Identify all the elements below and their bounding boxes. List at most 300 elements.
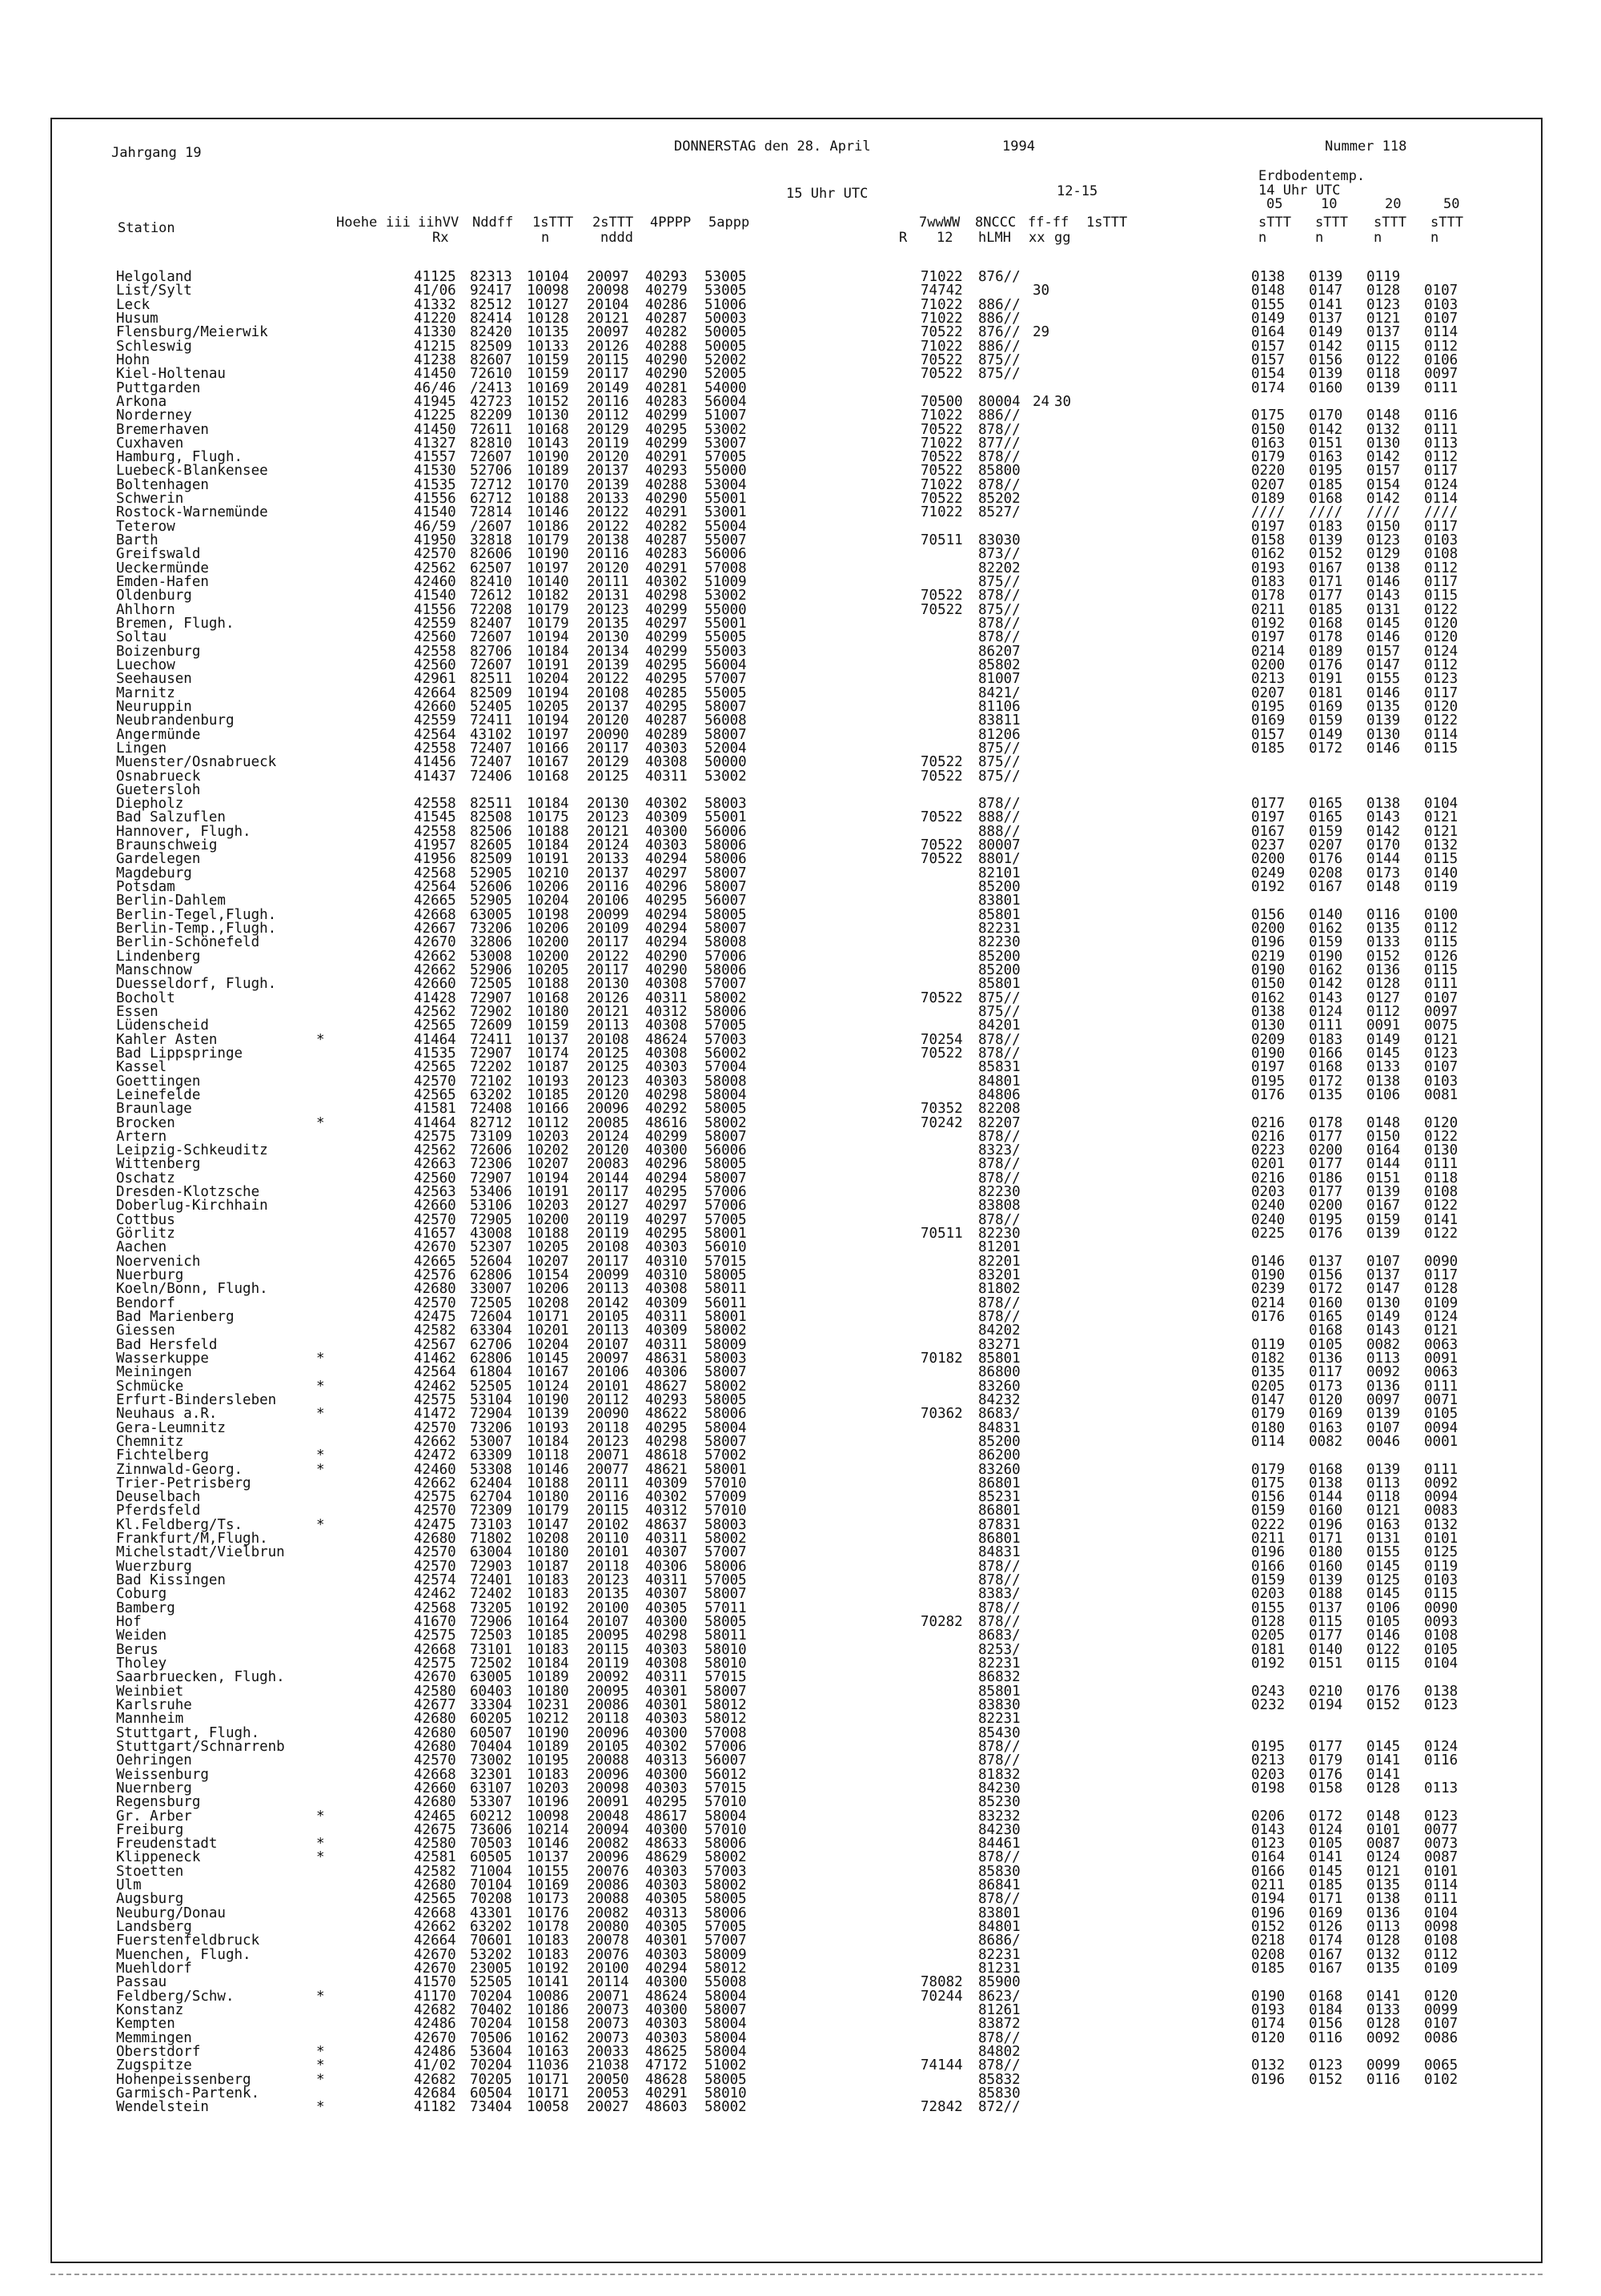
cell-nddff: 72904 [470,1406,512,1423]
cell-sttt-1: 10200 [527,934,569,951]
cell-sttt-1: 10197 [527,560,569,576]
cell-nddff: 72306 [470,1156,512,1173]
cell-pppp-4: 40309 [645,1323,688,1339]
cell-nddff: 82606 [470,546,512,563]
cell-nddff: 82410 [470,574,512,591]
cell-station-name: Angermünde [116,726,201,743]
col-sttt-05: sTTT [1258,215,1291,231]
cell-soil-50: 0111 [1424,976,1459,993]
cell-sttt-2: 20090 [587,726,629,743]
cell-soil-05: 0200 [1251,921,1286,937]
cell-soil-05: 0192 [1251,879,1286,896]
cell-nddff: 43301 [470,1905,512,1921]
cell-iihvv: 42560 [414,1170,456,1186]
cell-soil-05: 0196 [1251,1544,1286,1561]
cell-pppp-4: 40290 [645,351,688,368]
cell-sttt-1: 10203 [527,1780,569,1796]
cell-soil-10: 0159 [1309,934,1343,951]
cell-nddff: 63005 [470,1669,512,1686]
cell-soil-05: 0178 [1251,588,1286,604]
cell-nddff: 70404 [470,1738,512,1755]
cell-soil-20: 0133 [1366,1059,1401,1076]
cell-sttt-2: 20138 [587,532,629,549]
cell-appp-5: 58005 [704,906,747,923]
cell-iihvv: 42670 [414,934,456,951]
cell-sttt-1: 10168 [527,989,569,1006]
cell-pppp-4: 40282 [645,518,688,535]
cell-appp-5: 50003 [704,310,747,327]
cell-station-name: Ulm [116,1877,142,1894]
cell-pppp-4: 48633 [645,1836,688,1852]
cell-iihvv: 41657 [414,1226,456,1242]
cell-soil-20: 0157 [1366,463,1401,480]
cell-station-name: Tholey [116,1656,167,1672]
cell-soil-50: 0090 [1424,1253,1459,1270]
cell-soil-05: 0179 [1251,1406,1286,1423]
cell-soil-10: 0177 [1309,588,1343,604]
cell-station-name: Seehausen [116,671,192,688]
cell-wwww-7: 70352 [921,1101,963,1118]
cell-iihvv: 46/46 [414,379,456,396]
cell-soil-05: 0197 [1251,1059,1286,1076]
year-label: 1994 [1002,138,1035,155]
cell-station-name: Braunlage [116,1101,192,1118]
cell-nddff: 73206 [470,1419,512,1436]
cell-iihvv: 41330 [414,324,456,341]
cell-soil-50: 0132 [1424,1516,1459,1533]
cell-sttt-2: 20115 [587,351,629,368]
cell-station-name: Berlin-Temp.,Flugh. [116,921,277,937]
cell-soil-20: 0128 [1366,976,1401,993]
cell-soil-05: 0192 [1251,1656,1286,1672]
cell-nddff: 72906 [470,1614,512,1631]
cell-soil-10: 0167 [1309,1961,1343,1977]
cell-nccc-8: 878// [978,1891,1021,1908]
cell-mountain-marker: * [316,1114,325,1131]
cell-nccc-8: 886// [978,296,1021,313]
cell-soil-50: 0108 [1424,1184,1459,1201]
cell-pppp-4: 40298 [645,1433,688,1450]
cell-sttt-2: 20139 [587,476,629,493]
cell-soil-10: 0169 [1309,1406,1343,1423]
cell-soil-20: 0135 [1366,698,1401,715]
cell-appp-5: 57007 [704,1544,747,1561]
cell-pppp-4: 40308 [645,1018,688,1034]
cell-soil-10: 0165 [1309,1309,1343,1325]
cell-appp-5: 51002 [704,2057,747,2074]
cell-nccc-8: 873// [978,546,1021,563]
cell-sttt-2: 20130 [587,796,629,813]
cell-mountain-marker: * [316,1836,325,1852]
cell-station-name: Aachen [116,1239,167,1256]
cell-wwww-7: 70522 [921,366,963,383]
cell-soil-50: 0104 [1424,796,1459,813]
cell-station-name: Regensburg [116,1794,201,1811]
cell-sttt-2: 20135 [587,616,629,632]
cell-station-name: Leipzig-Schkeuditz [116,1142,268,1159]
cell-nccc-8: 86800 [978,1364,1021,1381]
cell-nddff: 63304 [470,1323,512,1339]
cell-soil-10: 0163 [1309,449,1343,466]
cell-nddff: 72408 [470,1101,512,1118]
cell-station-name: Koeln/Bonn, Flugh. [116,1281,268,1298]
cell-sttt-1: 10188 [527,491,569,508]
cell-pppp-4: 40300 [645,1142,688,1159]
cell-pppp-4: 40307 [645,1544,688,1561]
cell-nccc-8: 86200 [978,1447,1021,1464]
cell-nccc-8: 81206 [978,726,1021,743]
cell-nccc-8: 878// [978,1309,1021,1325]
cell-station-name: Gr. Arber [116,1808,192,1824]
cell-sttt-1: 10207 [527,1156,569,1173]
cell-soil-50: 0107 [1424,989,1459,1006]
cell-sttt-1: 10104 [527,269,569,285]
cell-appp-5: 58002 [704,1323,747,1339]
cell-soil-50: 0114 [1424,324,1459,341]
cell-sttt-2: 20117 [587,1184,629,1201]
cell-soil-20: 0146 [1366,740,1401,757]
cell-soil-20: 0143 [1366,1323,1401,1339]
cell-iihvv: 42682 [414,2071,456,2088]
cell-soil-50: 0113 [1424,435,1459,452]
cell-iihvv: 42568 [414,865,456,881]
cell-soil-20: 0146 [1366,1628,1401,1644]
cell-soil-10: 0159 [1309,823,1343,840]
cell-station-name: Teterow [116,518,175,535]
cell-iihvv: 41125 [414,269,456,285]
cell-soil-20: 0147 [1366,656,1401,673]
cell-soil-10: 0172 [1309,1808,1343,1824]
cell-sttt-1: 10198 [527,906,569,923]
cell-appp-5: 58005 [704,1614,747,1631]
cell-iihvv: 41945 [414,393,456,410]
cell-sttt-2: 20097 [587,269,629,285]
cell-iihvv: 42574 [414,1572,456,1589]
cell-soil-50: 0087 [1424,1849,1459,1866]
cell-sttt-1: 10200 [527,948,569,965]
col-1sttt: 1sTTT [532,215,574,231]
cell-soil-50: 0077 [1424,1821,1459,1838]
cell-pppp-4: 48631 [645,1350,688,1367]
cell-soil-10: 0147 [1309,283,1343,299]
cell-nddff: 82706 [470,643,512,660]
cell-station-name: Karlsruhe [116,1696,192,1713]
cell-appp-5: 58005 [704,1267,747,1284]
cell-sttt-2: 20073 [587,2016,629,2033]
cell-sttt-1: 10159 [527,366,569,383]
cell-nddff: 52505 [470,1378,512,1395]
cell-nddff: 73002 [470,1752,512,1769]
cell-soil-10: 0207 [1309,837,1343,854]
col-nddd: nddd [600,230,633,246]
cell-pppp-4: 40309 [645,1475,688,1491]
cell-soil-05: 0206 [1251,1808,1286,1824]
cell-pppp-4: 40298 [645,588,688,604]
cell-iihvv: 42558 [414,643,456,660]
cell-soil-20: 0128 [1366,283,1401,299]
cell-station-name: Bocholt [116,989,175,1006]
cell-sttt-2: 20110 [587,1531,629,1547]
cell-soil-05: 0149 [1251,310,1286,327]
col-station: Station [118,220,175,236]
cell-soil-05: 0132 [1251,2057,1286,2074]
cell-nddff: 72607 [470,629,512,646]
cell-sttt-2: 20122 [587,671,629,688]
cell-soil-50: 0114 [1424,726,1459,743]
cell-pppp-4: 40297 [645,1211,688,1228]
cell-soil-05: 0150 [1251,421,1286,438]
cell-iihvv: 42462 [414,1586,456,1603]
cell-soil-50: 0123 [1424,671,1459,688]
cell-soil-10: 0210 [1309,1683,1343,1700]
cell-station-name: Manschnow [116,962,192,978]
cell-iihvv: 41581 [414,1101,456,1118]
cell-sttt-2: 20048 [587,1808,629,1824]
cell-station-name: Nuernberg [116,1780,192,1796]
cell-nccc-8: 82231 [978,921,1021,937]
cell-appp-5: 53002 [704,588,747,604]
cell-station-name: Klippeneck [116,1849,201,1866]
cell-soil-10: //// [1309,504,1343,521]
cell-iihvv: 42664 [414,1933,456,1949]
cell-sttt-2: 20118 [587,1558,629,1575]
cell-appp-5: 58002 [704,2099,747,2116]
cell-soil-20: 0145 [1366,616,1401,632]
cell-pppp-4: 40295 [645,698,688,715]
cell-station-name: Fuerstenfeldbruck [116,1933,260,1949]
cell-soil-05: 0166 [1251,1558,1286,1575]
cell-wwww-7: 71022 [921,435,963,452]
cell-sttt-1: 10158 [527,2016,569,2033]
cell-nccc-8: 876// [978,269,1021,285]
cell-soil-20: 0155 [1366,1544,1401,1561]
cell-appp-5: 57005 [704,449,747,466]
cell-sttt-1: 10180 [527,1544,569,1561]
cell-soil-05: 0197 [1251,809,1286,826]
cell-pppp-4: 40291 [645,560,688,576]
cell-soil-50: 0124 [1424,476,1459,493]
cell-pppp-4: 40292 [645,1101,688,1118]
cell-soil-50: 0112 [1424,656,1459,673]
col-hlmh: hLMH [978,230,1011,246]
cell-sttt-1: 10146 [527,1461,569,1478]
cell-nddff: 71004 [470,1863,512,1880]
cell-soil-50: 0122 [1424,1198,1459,1214]
cell-nddff: 72902 [470,1003,512,1020]
cell-nccc-8: 85230 [978,1794,1021,1811]
cell-soil-10: 0185 [1309,476,1343,493]
cell-sttt-1: 10175 [527,809,569,826]
cell-station-name: Lindenberg [116,948,201,965]
cell-nddff: 63004 [470,1544,512,1561]
cell-soil-10: 0139 [1309,532,1343,549]
cell-station-name: Ahlhorn [116,601,175,618]
cell-pppp-4: 40305 [645,1891,688,1908]
cell-sttt-1: 10179 [527,1503,569,1519]
cell-sttt-2: 20119 [587,1656,629,1672]
cell-pppp-4: 40293 [645,463,688,480]
cell-station-name: Trier-Petrisberg [116,1475,251,1491]
cell-soil-10: 0200 [1309,1198,1343,1214]
cell-sttt-1: 10139 [527,1406,569,1423]
cell-soil-05: 0152 [1251,1919,1286,1936]
cell-appp-5: 58002 [704,1114,747,1131]
cell-pppp-4: 48616 [645,1114,688,1131]
cell-appp-5: 55005 [704,684,747,701]
cell-pppp-4: 40309 [645,809,688,826]
cell-nccc-8: 878// [978,629,1021,646]
cell-sttt-2: 20096 [587,1724,629,1741]
cell-soil-20: 0142 [1366,491,1401,508]
cell-soil-50: 0130 [1424,1142,1459,1159]
cell-soil-05: 0114 [1251,1433,1286,1450]
cell-soil-10: 0168 [1309,616,1343,632]
cell-nccc-8: 84230 [978,1821,1021,1838]
cell-soil-50: 0119 [1424,1558,1459,1575]
cell-soil-20: 0115 [1366,338,1401,355]
cell-nddff: 72609 [470,1018,512,1034]
cell-pppp-4: 40302 [645,574,688,591]
cell-appp-5: 58007 [704,879,747,896]
cell-pppp-4: 40294 [645,851,688,868]
cell-nddff: 53202 [470,1946,512,1963]
cell-sttt-2: 20115 [587,1641,629,1658]
cell-sttt-1: 10183 [527,1766,569,1783]
cell-appp-5: 50005 [704,338,747,355]
cell-nccc-8: 878// [978,1045,1021,1062]
cell-iihvv: 41950 [414,532,456,549]
cell-nccc-8: 82101 [978,865,1021,881]
cell-soil-50: 0071 [1424,1391,1459,1408]
cell-iihvv: 41957 [414,837,456,854]
cell-sttt-1: 10190 [527,449,569,466]
cell-soil-20: 0130 [1366,435,1401,452]
cell-soil-10: 0194 [1309,1696,1343,1713]
cell-sttt-1: 10194 [527,712,569,729]
cell-soil-20: 0152 [1366,1696,1401,1713]
cell-station-name: Neuhaus a.R. [116,1406,218,1423]
cell-sttt-1: 10191 [527,1184,569,1201]
cell-soil-05: 0164 [1251,324,1286,341]
cell-sttt-1: 10210 [527,865,569,881]
cell-soil-20: 0170 [1366,837,1401,854]
cell-sttt-2: 20100 [587,1961,629,1977]
cell-sttt-2: 20083 [587,1156,629,1173]
cell-sttt-2: 20116 [587,1489,629,1506]
cell-station-name: Bendorf [116,1295,175,1311]
cell-soil-20: 0130 [1366,1295,1401,1311]
cell-sttt-1: 10183 [527,1572,569,1589]
cell-appp-5: 58007 [704,1128,747,1145]
cell-appp-5: 58010 [704,1641,747,1658]
cell-pppp-4: 40312 [645,1003,688,1020]
cell-nddff: /2413 [470,379,512,396]
col-n-10: n [1315,230,1324,246]
cell-sttt-2: 20113 [587,1281,629,1298]
cell-mountain-marker: * [316,2071,325,2088]
cell-soil-05: 0203 [1251,1766,1286,1783]
cell-sttt-2: 20111 [587,574,629,591]
cell-soil-50: 0108 [1424,1933,1459,1949]
cell-nccc-8: 875// [978,989,1021,1006]
cell-station-name: Michelstadt/Vielbrun [116,1544,285,1561]
cell-nddff: 72606 [470,1142,512,1159]
cell-nddff: 70204 [470,2016,512,2033]
cell-station-name: Wendelstein [116,2099,209,2116]
cell-nccc-8: 84201 [978,1018,1021,1034]
cell-soil-20: //// [1366,504,1401,521]
cell-soil-10: 0177 [1309,1184,1343,1201]
cell-sttt-1: 10205 [527,1239,569,1256]
cell-nccc-8: 83830 [978,1696,1021,1713]
cell-soil-20: 0112 [1366,1003,1401,1020]
cell-nddff: 32301 [470,1766,512,1783]
col-sttt-50: sTTT [1430,215,1463,231]
cell-nddff: 52706 [470,463,512,480]
cell-soil-10: 0180 [1309,1544,1343,1561]
cell-pppp-4: 40303 [645,2029,688,2046]
cell-soil-20: 0139 [1366,1184,1401,1201]
cell-pppp-4: 40296 [645,879,688,896]
cell-soil-20: 0136 [1366,962,1401,978]
cell-pppp-4: 40309 [645,1295,688,1311]
cell-station-name: Arkona [116,393,167,410]
cell-soil-20: 0150 [1366,1128,1401,1145]
cell-appp-5: 57005 [704,1211,747,1228]
cell-soil-05: //// [1251,504,1286,521]
cell-soil-05: 0138 [1251,1003,1286,1020]
cell-soil-20: 0157 [1366,643,1401,660]
cell-appp-5: 58007 [704,1364,747,1381]
cell-appp-5: 53002 [704,421,747,438]
cell-soil-05: 0167 [1251,823,1286,840]
cell-wwww-7: 71022 [921,504,963,521]
cell-sttt-1: 10206 [527,1281,569,1298]
cell-wwww-7: 71022 [921,310,963,327]
cell-soil-05: 0197 [1251,629,1286,646]
cell-sttt-1: 10184 [527,796,569,813]
cell-soil-10: 0151 [1309,435,1343,452]
cell-nddff: 53406 [470,1184,512,1201]
cell-iihvv: 42558 [414,823,456,840]
cell-soil-10: 0179 [1309,1752,1343,1769]
cell-nccc-8: 85801 [978,1683,1021,1700]
cell-nddff: 82509 [470,684,512,701]
cell-soil-20: 0148 [1366,879,1401,896]
cell-wwww-7: 70511 [921,532,963,549]
cell-nccc-8: 84801 [978,1073,1021,1090]
cell-station-name: Kempten [116,2016,175,2033]
cell-iihvv: 42575 [414,1489,456,1506]
cell-iihvv: 41450 [414,421,456,438]
cell-nccc-8: 85801 [978,906,1021,923]
cell-soil-20: 0164 [1366,1142,1401,1159]
cell-soil-50: 0118 [1424,1170,1459,1186]
cell-sttt-2: 20082 [587,1836,629,1852]
cell-pppp-4: 40302 [645,796,688,813]
depth-20: 20 [1385,196,1402,212]
cell-pppp-4: 40289 [645,726,688,743]
cell-soil-05: 0147 [1251,1391,1286,1408]
cell-nddff: 82712 [470,1114,512,1131]
cell-iihvv: 41215 [414,338,456,355]
cell-sttt-2: 20080 [587,1919,629,1936]
cell-soil-50: 0121 [1424,1323,1459,1339]
cell-iihvv: 42677 [414,1696,456,1713]
cell-nddff: 63005 [470,906,512,923]
cell-sttt-1: 10147 [527,1516,569,1533]
cell-sttt-2: 20105 [587,1738,629,1755]
